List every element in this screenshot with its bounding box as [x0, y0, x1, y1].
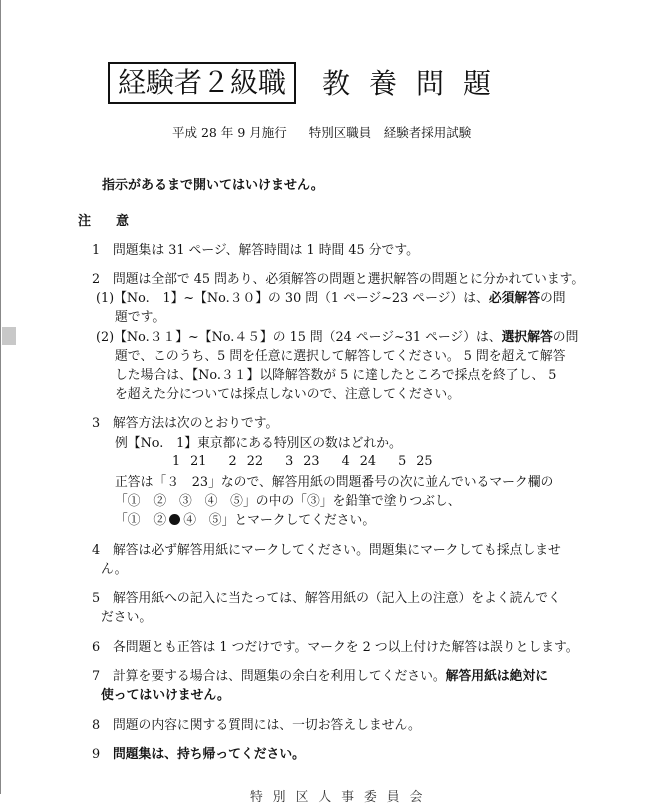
title-main: 教養問題 [322, 66, 511, 100]
notice-item-2-sub-1-cont: 題です。 [115, 310, 166, 325]
document-title [108, 62, 510, 104]
choice-item: 5 25 [398, 454, 433, 469]
notice-item-4-cont: ん。 [101, 562, 128, 577]
notice-item-7-cont: 使ってはいけません。 [101, 688, 230, 703]
notice-item-4: 4 解答は必ず解答用紙にマークしてください。問題集にマークしても採点しませ [92, 543, 561, 558]
notice-item-2: 2 問題は全部で 45 問あり、必須解答の問題と選択解答の問題とに分かれています。 [92, 272, 585, 287]
notice-item-3: 3 解答方法は次のとおりです。 [92, 416, 279, 431]
notice-item-2-sub-2-cont1: 題で、このうち、5 問を任意に選択して解答してください。 5 問を超えて解答 [115, 349, 566, 364]
choice-item: 4 24 [341, 454, 377, 469]
notice-heading: 注 意 [78, 214, 136, 229]
exam-subtitle [172, 123, 471, 141]
do-not-open-warning: 指示があるまで開いてはいけません。 [102, 178, 324, 193]
example-mark-before: 「① ② ③ ④ ⑤」の中の「③」を鉛筆で塗りつぶし、 [115, 494, 461, 509]
notice-item-5: 5 解答用紙への記入に当たっては、解答用紙の（記入上の注意）をよく読んでく [92, 591, 561, 606]
notice-item-2-sub-2-cont2: した場合は、【No.３１】以降解答数が 5 に達したところで採点を終了し、 5 [115, 368, 557, 383]
choice-item: 3 23 [285, 454, 320, 469]
choice-item: 1 21 [172, 454, 207, 469]
exam-name: 特別区職員 経験者採用試験 [308, 125, 472, 140]
notice-item-9: 9 問題集は、持ち帰ってください。 [92, 747, 305, 762]
exam-date: 平成 28 年 9 月施行 [172, 125, 287, 140]
example-question: 例【No. 1】東京都にある特別区の数はどれか。 [115, 436, 402, 451]
issuer-footer: 特別区人事委員会 [250, 790, 433, 805]
page-edge [0, 0, 1, 794]
example-choices [172, 454, 451, 469]
notice-item-5-cont: ださい。 [101, 610, 153, 625]
notice-item-2-sub-2-cont3: を超えた分については採点しないので、注意してください。 [115, 387, 461, 402]
filled-mark-icon [169, 514, 180, 525]
notice-item-7: 7 計算を要する場合は、問題集の余白を利用してください。解答用紙は絶対に [92, 669, 549, 684]
choice-item: 2 22 [228, 454, 263, 469]
notice-item-2-sub-1: (1)【No. 1】~【No.３０】の 30 問（1 ページ~23 ページ）は、必須解答の問 [96, 291, 566, 306]
notice-item-1: 1 問題集は 31 ページ、解答時間は 1 時間 45 分です。 [92, 243, 419, 258]
example-answer-explanation: 正答は「３ 23」なので、解答用紙の問題番号の次に並んでいるマーク欄の [115, 475, 554, 490]
title-boxed-label: 経験者２級職 [108, 62, 296, 104]
notice-item-6: 6 各問題とも正答は 1 つだけです。マークを 2 つ以上付けた解答は誤りとします。 [92, 640, 579, 655]
notice-item-8: 8 問題の内容に関する質問には、一切お答えしません。 [92, 718, 421, 733]
side-tab-marker [2, 327, 16, 345]
notice-item-2-sub-2: (2)【No.３１】~【No.４５】の 15 問（24 ページ~31 ページ）は、選択解答の問 [96, 330, 579, 345]
example-mark-after: 「① ② ④ ⑤」とマークしてください。 [115, 513, 376, 528]
